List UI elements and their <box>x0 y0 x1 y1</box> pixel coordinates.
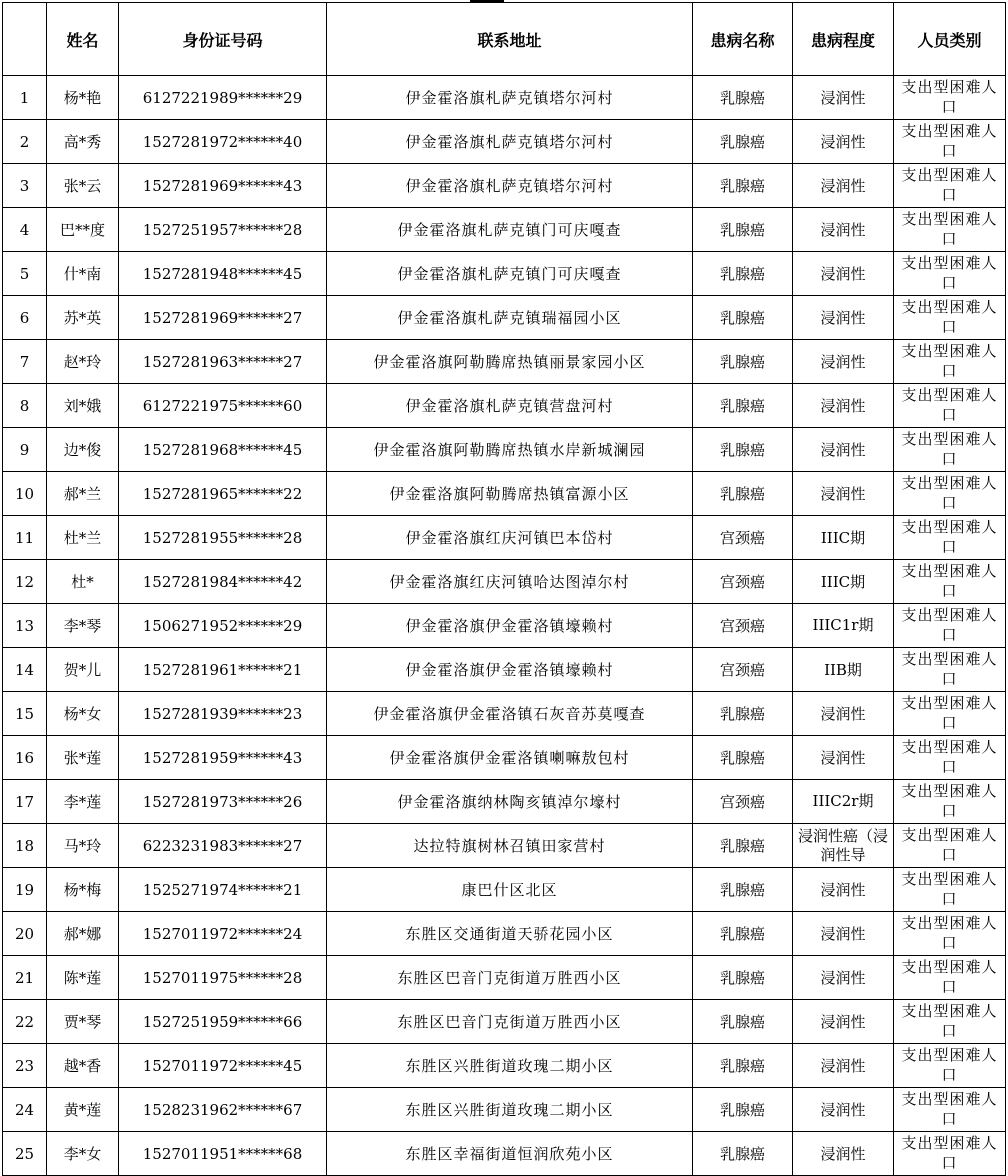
row-category: 支出型困难人口 <box>894 120 1006 164</box>
row-address: 伊金霍洛旗阿勒腾席热镇富源小区 <box>327 472 693 516</box>
row-index: 6 <box>3 296 47 340</box>
table-row <box>3 208 1006 252</box>
row-index: 2 <box>3 120 47 164</box>
header-row <box>3 3 1006 76</box>
header-degree: 患病程度 <box>793 3 894 76</box>
row-degree: 浸润性癌（浸润性导 <box>793 824 894 868</box>
row-disease: 乳腺癌 <box>693 736 793 780</box>
row-degree: 浸润性 <box>793 472 894 516</box>
row-degree: 浸润性 <box>793 208 894 252</box>
row-disease: 乳腺癌 <box>693 76 793 120</box>
row-index: 8 <box>3 384 47 428</box>
row-disease: 宫颈癌 <box>693 648 793 692</box>
row-name: 陈*莲 <box>47 956 119 1000</box>
row-name: 高*秀 <box>47 120 119 164</box>
row-address: 东胜区交通街道天骄花园小区 <box>327 912 693 956</box>
table-row <box>3 252 1006 296</box>
row-address: 伊金霍洛旗札萨克镇门可庆嘎查 <box>327 252 693 296</box>
header-disease: 患病名称 <box>693 3 793 76</box>
row-id-number: 1527011972******45 <box>119 1044 327 1088</box>
row-disease: 乳腺癌 <box>693 164 793 208</box>
row-degree: 浸润性 <box>793 1088 894 1132</box>
row-name: 张*莲 <box>47 736 119 780</box>
row-id-number: 1527281961******21 <box>119 648 327 692</box>
table-row <box>3 692 1006 736</box>
row-degree: 浸润性 <box>793 164 894 208</box>
row-id-number: 1506271952******29 <box>119 604 327 648</box>
row-id-number: 1527011951******68 <box>119 1132 327 1176</box>
table-row <box>3 956 1006 1000</box>
row-category: 支出型困难人口 <box>894 1088 1006 1132</box>
row-category: 支出型困难人口 <box>894 1044 1006 1088</box>
row-degree: 浸润性 <box>793 1000 894 1044</box>
row-category: 支出型困难人口 <box>894 912 1006 956</box>
row-id-number: 1527281963******27 <box>119 340 327 384</box>
row-name: 郝*娜 <box>47 912 119 956</box>
table-row <box>3 1044 1006 1088</box>
row-degree: 浸润性 <box>793 340 894 384</box>
row-category: 支出型困难人口 <box>894 76 1006 120</box>
row-name: 赵*玲 <box>47 340 119 384</box>
row-category: 支出型困难人口 <box>894 956 1006 1000</box>
row-disease: 乳腺癌 <box>693 692 793 736</box>
row-address: 东胜区巴音门克街道万胜西小区 <box>327 956 693 1000</box>
row-address: 伊金霍洛旗札萨克镇塔尔河村 <box>327 164 693 208</box>
row-degree: 浸润性 <box>793 1132 894 1176</box>
row-index: 13 <box>3 604 47 648</box>
table-row <box>3 384 1006 428</box>
row-id-number: 6127221975******60 <box>119 384 327 428</box>
row-category: 支出型困难人口 <box>894 868 1006 912</box>
row-category: 支出型困难人口 <box>894 736 1006 780</box>
row-id-number: 1527281972******40 <box>119 120 327 164</box>
row-degree: IIIC期 <box>793 560 894 604</box>
row-address: 伊金霍洛旗伊金霍洛镇壕赖村 <box>327 648 693 692</box>
row-index: 14 <box>3 648 47 692</box>
table-row <box>3 296 1006 340</box>
table-row <box>3 164 1006 208</box>
row-id-number: 1527011972******24 <box>119 912 327 956</box>
row-disease: 宫颈癌 <box>693 604 793 648</box>
row-id-number: 1527281939******23 <box>119 692 327 736</box>
row-address: 东胜区兴胜街道玫瑰二期小区 <box>327 1044 693 1088</box>
row-index: 15 <box>3 692 47 736</box>
row-address: 伊金霍洛旗伊金霍洛镇壕赖村 <box>327 604 693 648</box>
row-index: 20 <box>3 912 47 956</box>
row-id-number: 1527251957******28 <box>119 208 327 252</box>
row-name: 贾*琴 <box>47 1000 119 1044</box>
row-id-number: 1527281965******22 <box>119 472 327 516</box>
row-name: 巴**度 <box>47 208 119 252</box>
table-row <box>3 472 1006 516</box>
row-category: 支出型困难人口 <box>894 560 1006 604</box>
row-disease: 乳腺癌 <box>693 340 793 384</box>
row-index: 3 <box>3 164 47 208</box>
row-degree: 浸润性 <box>793 296 894 340</box>
row-address: 伊金霍洛旗札萨克镇塔尔河村 <box>327 120 693 164</box>
row-address: 伊金霍洛旗札萨克镇瑞福园小区 <box>327 296 693 340</box>
row-disease: 乳腺癌 <box>693 912 793 956</box>
row-disease: 乳腺癌 <box>693 868 793 912</box>
table-row <box>3 648 1006 692</box>
table-row <box>3 604 1006 648</box>
row-category: 支出型困难人口 <box>894 780 1006 824</box>
row-name: 黄*莲 <box>47 1088 119 1132</box>
row-index: 25 <box>3 1132 47 1176</box>
row-index: 1 <box>3 76 47 120</box>
table-row <box>3 868 1006 912</box>
row-index: 4 <box>3 208 47 252</box>
row-address: 伊金霍洛旗札萨克镇塔尔河村 <box>327 76 693 120</box>
row-name: 李*琴 <box>47 604 119 648</box>
row-index: 23 <box>3 1044 47 1088</box>
row-degree: 浸润性 <box>793 692 894 736</box>
row-index: 11 <box>3 516 47 560</box>
row-disease: 乳腺癌 <box>693 1000 793 1044</box>
row-degree: 浸润性 <box>793 1044 894 1088</box>
row-category: 支出型困难人口 <box>894 252 1006 296</box>
table-row <box>3 428 1006 472</box>
row-address: 伊金霍洛旗红庆河镇巴本岱村 <box>327 516 693 560</box>
row-name: 越*香 <box>47 1044 119 1088</box>
row-index: 7 <box>3 340 47 384</box>
row-name: 杨*梅 <box>47 868 119 912</box>
table-row <box>3 76 1006 120</box>
row-index: 9 <box>3 428 47 472</box>
header-name: 姓名 <box>47 3 119 76</box>
row-address: 伊金霍洛旗红庆河镇哈达图淖尔村 <box>327 560 693 604</box>
header-id-number: 身份证号码 <box>119 3 327 76</box>
row-degree: 浸润性 <box>793 868 894 912</box>
row-index: 19 <box>3 868 47 912</box>
row-disease: 乳腺癌 <box>693 120 793 164</box>
row-name: 杜* <box>47 560 119 604</box>
row-index: 24 <box>3 1088 47 1132</box>
row-index: 10 <box>3 472 47 516</box>
row-index: 21 <box>3 956 47 1000</box>
row-address: 伊金霍洛旗纳林陶亥镇淖尔壕村 <box>327 780 693 824</box>
row-id-number: 1527281969******43 <box>119 164 327 208</box>
row-category: 支出型困难人口 <box>894 428 1006 472</box>
row-address: 达拉特旗树林召镇田家营村 <box>327 824 693 868</box>
row-disease: 乳腺癌 <box>693 252 793 296</box>
row-id-number: 1525271974******21 <box>119 868 327 912</box>
row-id-number: 1527281973******26 <box>119 780 327 824</box>
row-id-number: 1527281959******43 <box>119 736 327 780</box>
row-category: 支出型困难人口 <box>894 1000 1006 1044</box>
row-name: 杨*艳 <box>47 76 119 120</box>
row-id-number: 1527251959******66 <box>119 1000 327 1044</box>
row-name: 贺*儿 <box>47 648 119 692</box>
row-disease: 乳腺癌 <box>693 824 793 868</box>
row-degree: IIIC1r期 <box>793 604 894 648</box>
row-address: 伊金霍洛旗阿勒腾席热镇水岸新城澜园 <box>327 428 693 472</box>
row-address: 东胜区兴胜街道玫瑰二期小区 <box>327 1088 693 1132</box>
row-degree: 浸润性 <box>793 912 894 956</box>
row-address: 伊金霍洛旗阿勒腾席热镇丽景家园小区 <box>327 340 693 384</box>
patient-table <box>2 2 1006 1176</box>
row-id-number: 1527011975******28 <box>119 956 327 1000</box>
row-name: 什*南 <box>47 252 119 296</box>
table-row <box>3 1000 1006 1044</box>
row-name: 杜*兰 <box>47 516 119 560</box>
row-address: 伊金霍洛旗札萨克镇营盘河村 <box>327 384 693 428</box>
row-category: 支出型困难人口 <box>894 296 1006 340</box>
row-id-number: 1527281968******45 <box>119 428 327 472</box>
table-row <box>3 736 1006 780</box>
row-id-number: 1527281969******27 <box>119 296 327 340</box>
table-row <box>3 516 1006 560</box>
row-category: 支出型困难人口 <box>894 692 1006 736</box>
row-category: 支出型困难人口 <box>894 648 1006 692</box>
row-address: 伊金霍洛旗伊金霍洛镇喇嘛敖包村 <box>327 736 693 780</box>
row-disease: 乳腺癌 <box>693 428 793 472</box>
row-degree: 浸润性 <box>793 384 894 428</box>
row-name: 郝*兰 <box>47 472 119 516</box>
row-index: 22 <box>3 1000 47 1044</box>
header-index <box>3 3 47 76</box>
row-index: 18 <box>3 824 47 868</box>
row-address: 东胜区巴音门克街道万胜西小区 <box>327 1000 693 1044</box>
row-degree: IIIC期 <box>793 516 894 560</box>
table-row <box>3 120 1006 164</box>
row-degree: IIIC2r期 <box>793 780 894 824</box>
row-address: 伊金霍洛旗札萨克镇门可庆嘎查 <box>327 208 693 252</box>
row-name: 张*云 <box>47 164 119 208</box>
row-degree: 浸润性 <box>793 736 894 780</box>
row-index: 5 <box>3 252 47 296</box>
row-category: 支出型困难人口 <box>894 516 1006 560</box>
row-disease: 乳腺癌 <box>693 956 793 1000</box>
row-disease: 乳腺癌 <box>693 208 793 252</box>
row-degree: 浸润性 <box>793 956 894 1000</box>
table-row <box>3 1088 1006 1132</box>
row-index: 12 <box>3 560 47 604</box>
header-category: 人员类别 <box>894 3 1006 76</box>
row-category: 支出型困难人口 <box>894 472 1006 516</box>
row-disease: 宫颈癌 <box>693 560 793 604</box>
row-disease: 乳腺癌 <box>693 384 793 428</box>
row-category: 支出型困难人口 <box>894 208 1006 252</box>
row-degree: 浸润性 <box>793 428 894 472</box>
row-id-number: 1528231962******67 <box>119 1088 327 1132</box>
row-category: 支出型困难人口 <box>894 164 1006 208</box>
row-degree: 浸润性 <box>793 76 894 120</box>
row-disease: 乳腺癌 <box>693 1132 793 1176</box>
row-id-number: 6223231983******27 <box>119 824 327 868</box>
row-id-number: 1527281948******45 <box>119 252 327 296</box>
table-row <box>3 560 1006 604</box>
row-category: 支出型困难人口 <box>894 604 1006 648</box>
row-index: 16 <box>3 736 47 780</box>
row-address: 康巴什区北区 <box>327 868 693 912</box>
row-disease: 宫颈癌 <box>693 780 793 824</box>
row-disease: 乳腺癌 <box>693 1088 793 1132</box>
row-index: 17 <box>3 780 47 824</box>
row-category: 支出型困难人口 <box>894 384 1006 428</box>
table-body <box>3 76 1006 1176</box>
table-row <box>3 912 1006 956</box>
row-degree: IIB期 <box>793 648 894 692</box>
row-name: 边*俊 <box>47 428 119 472</box>
row-disease: 乳腺癌 <box>693 472 793 516</box>
row-name: 刘*娥 <box>47 384 119 428</box>
row-address: 东胜区幸福街道恒润欣苑小区 <box>327 1132 693 1176</box>
row-degree: 浸润性 <box>793 120 894 164</box>
row-name: 李*莲 <box>47 780 119 824</box>
row-id-number: 1527281984******42 <box>119 560 327 604</box>
row-category: 支出型困难人口 <box>894 1132 1006 1176</box>
table-row <box>3 340 1006 384</box>
header-address: 联系地址 <box>327 3 693 76</box>
row-address: 伊金霍洛旗伊金霍洛镇石灰音苏莫嘎查 <box>327 692 693 736</box>
row-degree: 浸润性 <box>793 252 894 296</box>
row-category: 支出型困难人口 <box>894 340 1006 384</box>
row-disease: 宫颈癌 <box>693 516 793 560</box>
row-category: 支出型困难人口 <box>894 824 1006 868</box>
row-name: 马*玲 <box>47 824 119 868</box>
row-disease: 乳腺癌 <box>693 1044 793 1088</box>
row-id-number: 1527281955******28 <box>119 516 327 560</box>
row-name: 李*女 <box>47 1132 119 1176</box>
table-row <box>3 824 1006 868</box>
table-row <box>3 780 1006 824</box>
row-disease: 乳腺癌 <box>693 296 793 340</box>
row-name: 杨*女 <box>47 692 119 736</box>
row-name: 苏*英 <box>47 296 119 340</box>
row-id-number: 6127221989******29 <box>119 76 327 120</box>
